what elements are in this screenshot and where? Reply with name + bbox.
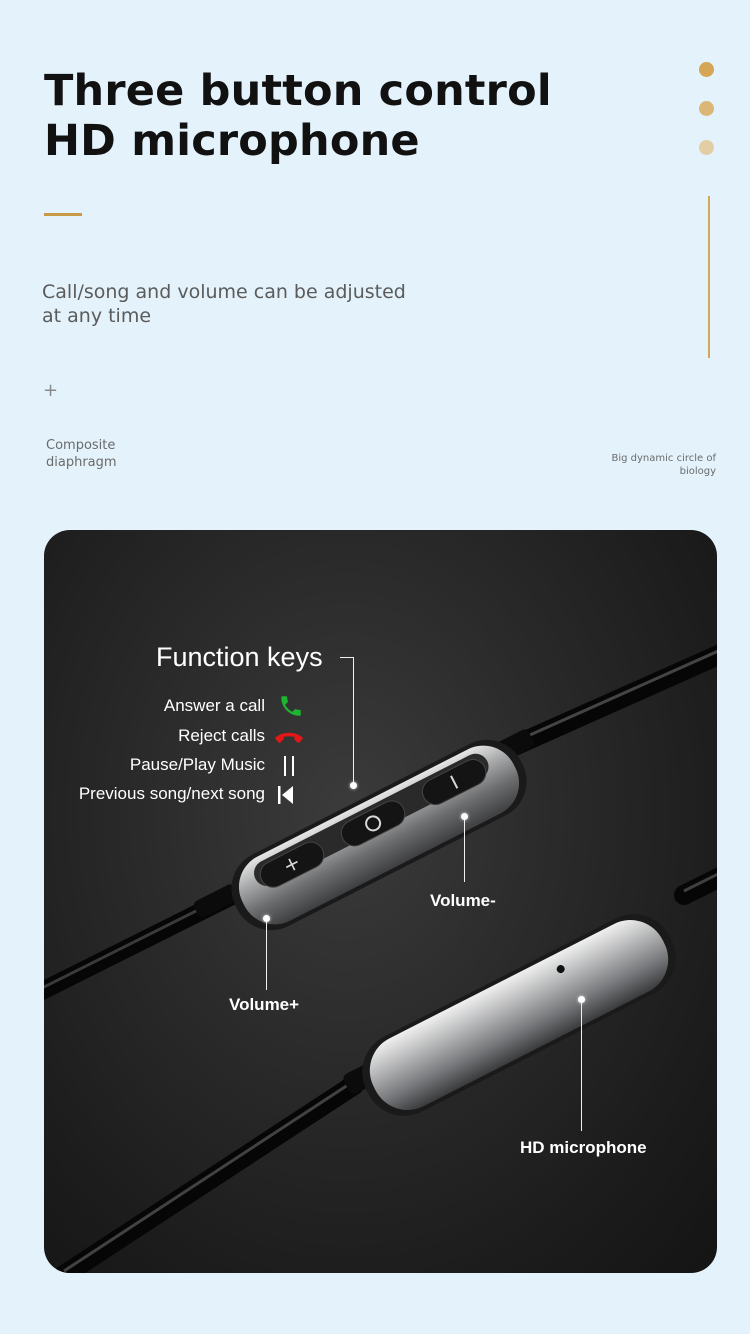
function-keys-title: Function keys xyxy=(156,642,323,672)
vertical-accent-line xyxy=(708,196,710,358)
plus-icon: + xyxy=(43,380,59,401)
key-answer-call: Answer a call xyxy=(163,696,265,715)
key-previous-next: Previous song/next song xyxy=(78,784,265,803)
phone-answer-icon xyxy=(278,693,304,723)
subtitle: Call/song and volume can be adjusted at any time xyxy=(42,281,406,327)
dot-1 xyxy=(699,62,714,77)
page-title xyxy=(44,66,552,166)
product-panel xyxy=(44,530,717,1273)
volume-plus-line xyxy=(266,922,267,990)
microphone-body xyxy=(348,900,689,1129)
phone-reject-icon xyxy=(273,728,305,750)
dot-3 xyxy=(699,140,714,155)
function-keys-dot xyxy=(350,782,357,789)
composite-diaphragm-note: Composite diaphragm xyxy=(46,438,117,470)
dynamic-circle-note: Big dynamic circle of biology xyxy=(611,453,716,477)
volume-plus-dot xyxy=(263,915,270,922)
key-reject-calls: Reject calls xyxy=(178,726,265,745)
volume-plus-label: Volume+ xyxy=(229,995,300,1014)
volume-minus-line xyxy=(464,820,465,882)
accent-line xyxy=(44,213,82,216)
hd-microphone-label: HD microphone xyxy=(520,1138,647,1157)
function-keys-connector-v xyxy=(353,657,354,783)
key-pause-play: Pause/Play Music xyxy=(129,755,265,774)
skip-icon xyxy=(277,785,295,809)
dot-2 xyxy=(699,101,714,116)
hd-microphone-dot xyxy=(578,996,585,1003)
function-keys-connector-h xyxy=(340,657,354,658)
svg-text:+: + xyxy=(278,849,305,879)
hd-microphone-line xyxy=(581,1003,582,1131)
earphone-remote-illustration xyxy=(44,530,717,1273)
pause-icon xyxy=(282,755,296,781)
volume-minus-label: Volume- xyxy=(430,891,496,910)
title-line-2: HD microphone xyxy=(44,116,420,166)
title-line-1: Three button control xyxy=(44,66,552,116)
volume-minus-dot xyxy=(461,813,468,820)
